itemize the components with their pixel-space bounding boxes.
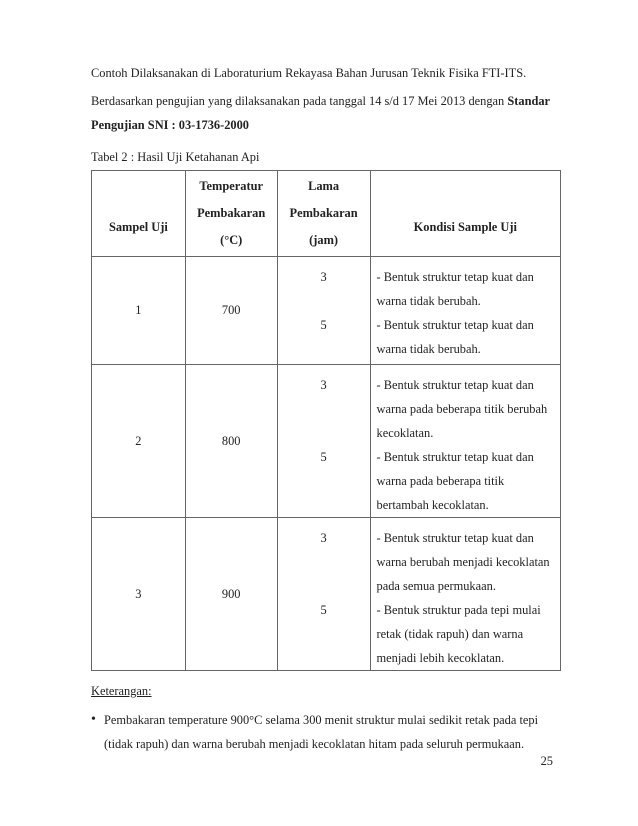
condition-a-line: pada semua permukaan. — [376, 579, 496, 593]
intro-line-1: Contoh Dilaksanakan di Laboraturium Rekayasa Bahan Jurusan Teknik Fisika FTI-ITS. — [91, 66, 527, 80]
duration-b: 5 — [320, 450, 327, 464]
duration-cell — [277, 257, 370, 365]
sample-cell: 2 — [92, 365, 186, 518]
keterangan-bullet-line-1: Pembakaran temperature 900°C selama 300 menit struktur mulai sedikit retak pada tepi — [104, 713, 539, 727]
condition-a-line: kecoklatan. — [376, 426, 434, 440]
temperature-cell: 700 — [185, 257, 277, 365]
temperature-cell: 800 — [185, 365, 277, 518]
duration-cell — [277, 365, 370, 518]
header-dur-line-3: (jam) — [309, 233, 339, 247]
table-caption: Tabel 2 : Hasil Uji Ketahanan Api — [91, 150, 260, 164]
bullet-icon: • — [91, 712, 96, 727]
condition-a-line: warna pada beberapa titik berubah — [376, 402, 548, 416]
condition-b-line: menjadi lebih kecoklatan. — [376, 651, 505, 665]
header-condition — [370, 171, 560, 257]
condition-a-line: - Bentuk struktur tetap kuat dan — [376, 270, 534, 284]
condition-cell — [370, 365, 560, 518]
condition-a-line: warna berubah menjadi kecoklatan — [376, 555, 550, 569]
condition-cell — [370, 518, 560, 671]
duration-b: 5 — [320, 603, 327, 617]
header-temperature — [185, 171, 277, 257]
table-row — [92, 365, 561, 518]
intro-line-2-bold: Standar — [507, 94, 551, 108]
results-table — [91, 170, 561, 671]
condition-b-line: - Bentuk struktur pada tepi mulai — [376, 603, 541, 617]
condition-b-line: warna pada beberapa titik — [376, 474, 505, 488]
header-temp-line-2: Pembakaran — [197, 206, 266, 220]
header-sample-label: Sampel Uji — [108, 220, 168, 234]
header-temp-line-1: Temperatur — [199, 179, 263, 193]
table-row — [92, 518, 561, 671]
condition-b-line: - Bentuk struktur tetap kuat dan — [376, 450, 534, 464]
keterangan-bullet-line-2: (tidak rapuh) dan warna berubah menjadi kecoklatan hitam pada seluruh permukaan. — [104, 737, 525, 751]
sample-cell: 1 — [92, 257, 186, 365]
intro-line-3: Pengujian SNI : 03-1736-2000 — [91, 118, 249, 132]
header-dur-line-2: Pembakaran — [289, 206, 358, 220]
header-sample — [92, 171, 186, 257]
duration-a: 3 — [320, 531, 327, 545]
intro-line-2-text: Berdasarkan pengujian yang dilaksanakan pada tanggal 14 s/d 17 Mei 2013 dengan — [91, 94, 508, 108]
duration-b: 5 — [320, 318, 327, 332]
condition-b-line: bertambah kecoklatan. — [376, 498, 489, 512]
table-row — [92, 257, 561, 365]
keterangan-bullet — [104, 708, 554, 756]
condition-b-line: retak (tidak rapuh) dan warna — [376, 627, 524, 641]
header-temp-line-3: (°C) — [220, 233, 243, 247]
condition-a-line: warna tidak berubah. — [376, 294, 481, 308]
intro-line-2 — [91, 94, 550, 109]
table-header-row — [92, 171, 561, 257]
condition-a-line: - Bentuk struktur tetap kuat dan — [376, 378, 534, 392]
duration-cell — [277, 518, 370, 671]
page-number: 25 — [540, 754, 553, 768]
temperature-cell: 900 — [185, 518, 277, 671]
sample-cell: 3 — [92, 518, 186, 671]
condition-a-line: - Bentuk struktur tetap kuat dan — [376, 531, 534, 545]
keterangan-heading: Keterangan: — [91, 684, 152, 698]
duration-a: 3 — [320, 270, 327, 284]
condition-cell — [370, 257, 560, 365]
condition-b-line: warna tidak berubah. — [376, 342, 481, 356]
header-condition-label: Kondisi Sample Uji — [413, 220, 517, 234]
header-duration — [277, 171, 370, 257]
duration-a: 3 — [320, 378, 327, 392]
header-dur-line-1: Lama — [308, 179, 340, 193]
condition-b-line: - Bentuk struktur tetap kuat dan — [376, 318, 534, 332]
